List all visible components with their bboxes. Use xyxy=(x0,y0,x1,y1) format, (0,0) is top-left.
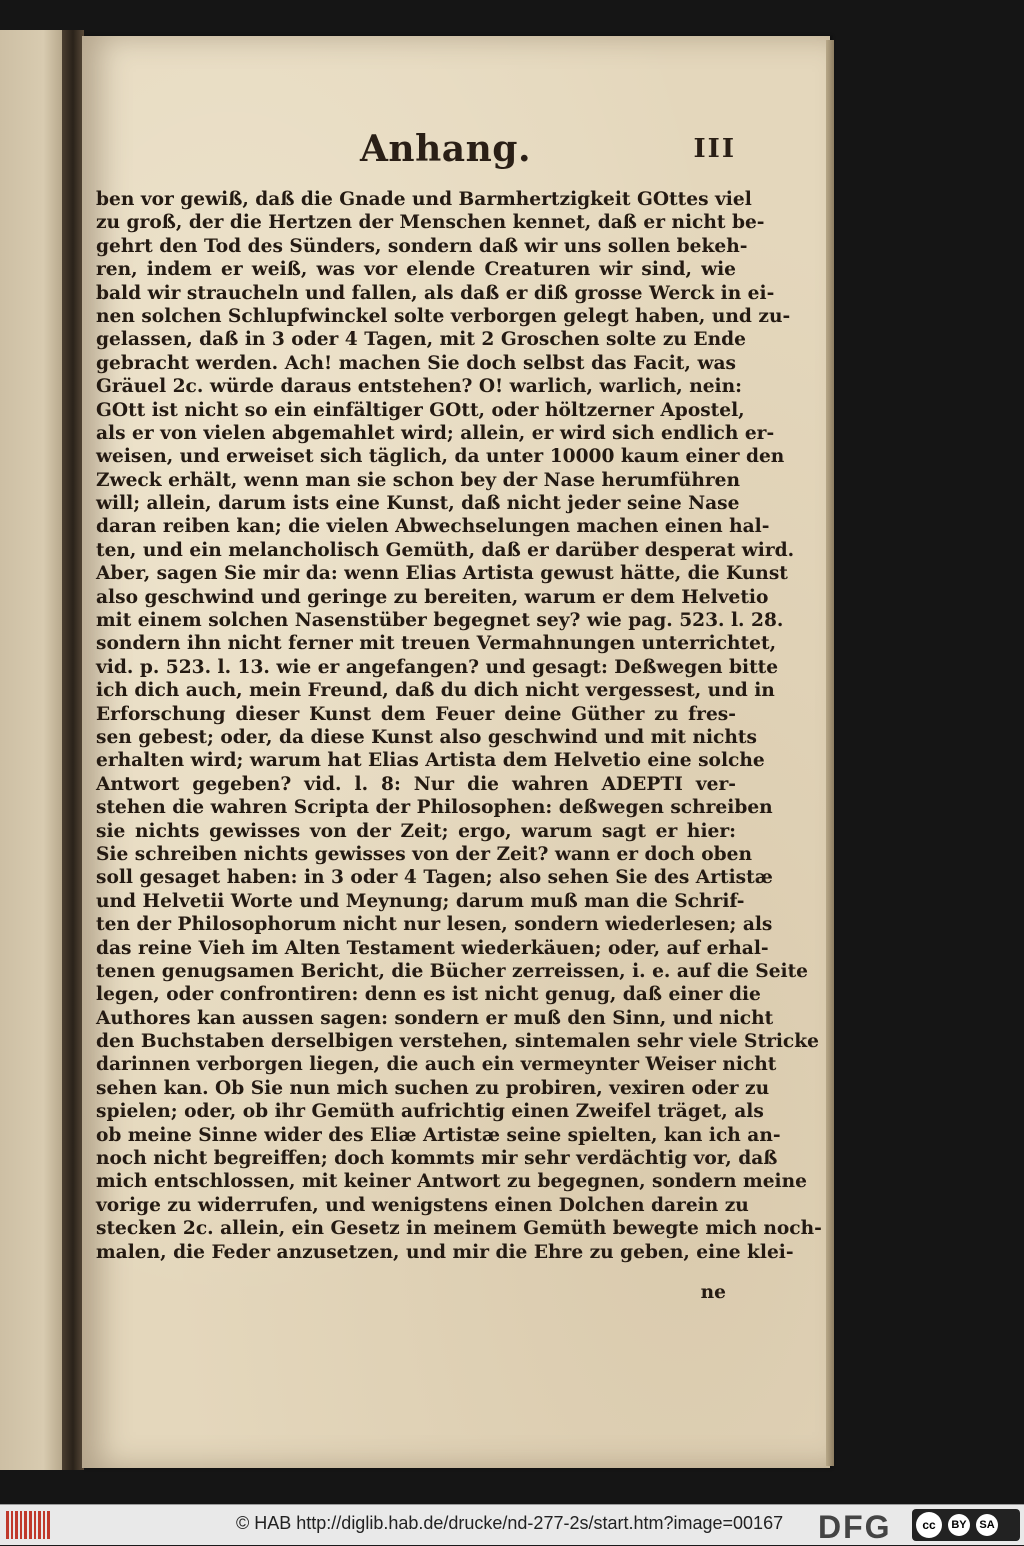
text-line: als er von vielen abgemahlet wird; allein, er wird sich endlich er- xyxy=(96,422,775,444)
text-line: sie nichts gewisses von der Zeit; ergo, warum sagt er hier: xyxy=(96,820,736,842)
text-line: weisen, und erweiset sich täglich, da unter 10000 kaum einer den xyxy=(96,446,785,468)
text-line: also geschwind und geringe zu bereiten, warum er dem Helvetio xyxy=(96,586,769,608)
text-line: daran reiben kan; die vielen Abwechselungen machen einen hal- xyxy=(96,516,770,538)
text-line: Antwort gegeben? vid. l. 8: Nur die wahren ADEPTI ver- xyxy=(96,773,736,795)
cc-sa-icon: SA xyxy=(976,1514,998,1536)
text-line: das reine Vieh im Alten Testament wiederkäuen; oder, auf erhal- xyxy=(96,937,769,959)
creative-commons-license-badge[interactable] xyxy=(912,1509,1020,1541)
cc-icon: cc xyxy=(916,1512,942,1538)
text-line: sehen kan. Ob Sie nun mich suchen zu probiren, vexiren oder zu xyxy=(96,1077,770,1099)
barcode-stripe xyxy=(15,1511,18,1539)
barcode-stripe xyxy=(38,1511,41,1539)
text-line: Erforschung dieser Kunst dem Feuer deine Güther zu fres- xyxy=(96,703,736,725)
page-number: III xyxy=(693,134,736,164)
text-line: GOtt ist nicht so ein einfältiger GOtt, oder höltzerner Apostel, xyxy=(96,399,745,421)
text-line: nen solchen Schlupfwinckel solte verborgen gelegt haben, und zu- xyxy=(96,305,791,327)
barcode-stripe xyxy=(47,1511,50,1539)
running-title: Anhang. xyxy=(360,128,531,170)
text-line: mich entschlossen, mit keiner Antwort zu begegnen, sondern meine xyxy=(96,1171,807,1193)
page-fore-edge xyxy=(826,40,834,1466)
barcode-stripe xyxy=(24,1511,27,1539)
text-line: ten der Philosophorum nicht nur lesen, sondern wiederlesen; als xyxy=(96,914,773,936)
text-line: erhalten wird; warum hat Elias Artista dem Helvetio eine solche xyxy=(96,750,765,772)
footer-bar xyxy=(0,1504,1024,1545)
cc-by-icon: BY xyxy=(948,1514,970,1536)
text-line: will; allein, darum ists eine Kunst, daß nicht jeder seine Nase xyxy=(96,493,740,515)
barcode-stripe xyxy=(29,1511,32,1539)
book-gutter xyxy=(62,30,84,1470)
text-line: mit einem solchen Nasenstüber begegnet sey? wie pag. 523. l. 28. xyxy=(96,610,784,632)
text-line: gebracht werden. Ach! machen Sie doch selbst das Facit, was xyxy=(96,352,736,374)
page-text-block xyxy=(96,188,822,1264)
text-line: ich dich auch, mein Freund, daß du dich nicht vergessest, und in xyxy=(96,680,775,702)
barcode-stripe xyxy=(11,1511,14,1539)
previous-page-edge xyxy=(0,30,62,1470)
text-line: zu groß, der die Hertzen der Menschen kennet, daß er nicht be- xyxy=(96,212,765,234)
text-line: Sie schreiben nichts gewisses von der Zeit? wann er doch oben xyxy=(96,843,753,865)
barcode-stripe xyxy=(6,1511,9,1539)
barcode-icon xyxy=(6,1511,50,1539)
text-line: sondern ihn nicht ferner mit treuen Vermahnungen unterrichtet, xyxy=(96,633,777,655)
running-head xyxy=(82,128,830,178)
text-line: bald wir straucheln und fallen, als daß er diß grosse Werck in ei- xyxy=(96,282,775,304)
barcode-stripe xyxy=(34,1511,37,1539)
text-line: sen gebest; oder, da diese Kunst also geschwind und mit nichts xyxy=(96,726,757,748)
text-line: und Helvetii Worte und Meynung; darum muß man die Schrif- xyxy=(96,890,745,912)
text-line: Gräuel 2c. würde daraus entstehen? O! warlich, warlich, nein: xyxy=(96,376,743,398)
text-line: stecken 2c. allein, ein Gesetz in meinem Gemüth bewegte mich noch- xyxy=(96,1218,822,1240)
text-line: darinnen verborgen liegen, die auch ein vermeynter Weiser nicht xyxy=(96,1054,777,1076)
dfg-logo[interactable]: DFG xyxy=(818,1509,892,1545)
text-line: ob meine Sinne wider des Eliæ Artistæ seine spielten, kan ich an- xyxy=(96,1124,781,1146)
text-line: gehrt den Tod des Sünders, sondern daß wir uns sollen bekeh- xyxy=(96,235,748,257)
text-line: gelassen, daß in 3 oder 4 Tagen, mit 2 Groschen solte zu Ende xyxy=(96,329,746,351)
text-line: Zweck erhält, wenn man sie schon bey der Nase herumführen xyxy=(96,469,741,491)
text-line: spielen; oder, ob ihr Gemüth aufrichtig einen Zweifel träget, als xyxy=(96,1101,764,1123)
catchword: ne xyxy=(700,1282,726,1303)
barcode-stripe xyxy=(20,1511,23,1539)
text-line: ben vor gewiß, daß die Gnade und Barmhertzigkeit GOttes viel xyxy=(96,189,752,210)
text-line: Authores kan aussen sagen: sondern er muß den Sinn, und nicht xyxy=(96,1007,774,1029)
text-line: stehen die wahren Scripta der Philosophen: deßwegen schreiben xyxy=(96,797,773,819)
barcode-stripe xyxy=(43,1511,46,1539)
text-line: ren, indem er weiß, was vor elende Creaturen wir sind, wie xyxy=(96,259,736,281)
text-line: Aber, sagen Sie mir da: wenn Elias Artista gewust hätte, die Kunst xyxy=(96,563,788,585)
text-line: ten, und ein melancholisch Gemüth, daß er darüber desperat wird. xyxy=(96,539,795,561)
text-line: malen, die Feder anzusetzen, und mir die Ehre zu geben, eine klei- xyxy=(96,1241,794,1263)
text-line: tenen genugsamen Bericht, die Bücher zerreissen, i. e. auf die Seite xyxy=(96,960,809,982)
text-line: den Buchstaben derselbigen verstehen, sintemalen sehr viele Stricke xyxy=(96,1031,819,1053)
source-attribution-link[interactable]: © HAB http://diglib.hab.de/drucke/nd-277-2s/start.htm?image=00167 xyxy=(236,1513,784,1533)
text-line: soll gesaget haben: in 3 oder 4 Tagen; also sehen Sie des Artistæ xyxy=(96,867,773,889)
text-line: vorige zu widerrufen, und wenigstens einen Dolchen darein zu xyxy=(96,1194,749,1216)
text-line: legen, oder confrontiren: denn es ist nicht genug, daß einer die xyxy=(96,984,761,1006)
text-line: noch nicht begreiffen; doch kommts mir sehr verdächtig vor, daß xyxy=(96,1148,778,1170)
text-line: vid. p. 523. l. 13. wie er angefangen? und gesagt: Deßwegen bitte xyxy=(96,656,779,678)
scanned-page xyxy=(82,36,830,1468)
